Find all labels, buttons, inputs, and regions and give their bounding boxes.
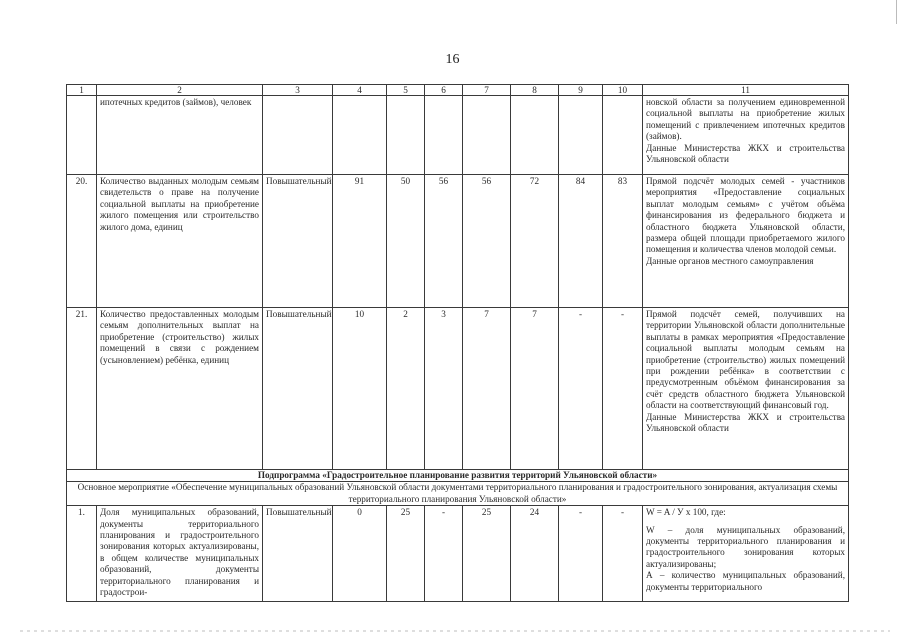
value-cell: 3 [425,308,463,470]
value-cell: 25 [387,506,425,602]
value-cell: 0 [333,506,387,602]
value-cell: 10 [333,308,387,470]
main-event-title: Основное мероприятие «Обеспечение муниципальных образований Ульяновской области документами территориального планирования и градостроительного зонирования, актуализация схемы территориального планирования Ульяновской области» [67,482,849,506]
indicator-name: ипотечных кредитов (займов), человек [97,96,263,175]
note-paragraph: новской области за получением единовременной социальной выплаты на приобретение жилых помещений с привлечением ипотечных кредитов (займов). [646,97,845,142]
scan-edge-mark [896,0,897,24]
value-cell: 2 [387,308,425,470]
value-cell [387,96,425,175]
value-cell: - [425,506,463,602]
column-number: 1 [67,85,97,96]
method-note [643,506,849,602]
column-number: 2 [97,85,263,96]
method-note [643,175,849,308]
column-number: 7 [463,85,511,96]
note-source: Данные Министерства ЖКХ и строительства Ульяновской области [646,411,845,434]
subprogram-row [67,470,849,482]
column-number: 9 [559,85,603,96]
value-cell: 25 [463,506,511,602]
column-number: 5 [387,85,425,96]
note-paragraph: Прямой подсчёт семей, получивших на территории Ульяновской области дополнительные выплаты в рамках мероприятия «Предоставление социальной выплаты молодым семьям на приобретение (строительство) жилых помещений при рождении ребёнка» в соответствии с предусмотренным объёмом финансирования за счёт средств областного бюджета Ульяновской области на соответствующий финансовый год. [646,309,845,411]
method-note [643,308,849,470]
value-cell: 83 [603,175,643,308]
value-cell: 84 [559,175,603,308]
indicator-type: Повышательный [263,175,333,308]
value-cell: 91 [333,175,387,308]
table-row-continued [67,96,849,175]
main-event-row [67,482,849,506]
table-row-1 [67,506,849,602]
indicator-name: Количество предоставленных молодым семьям дополнительных выплат на приобретение (строительство) жилых помещений в связи с рождением (усыновлением) ребёнка, единиц [97,308,263,470]
value-cell: 56 [425,175,463,308]
value-cell: - [559,308,603,470]
row-number: 21. [67,308,97,470]
note-paragraph: Прямой подсчёт молодых семей - участников мероприятия «Предоставление социальных выплат молодым семьям» с учётом объёма финансирования из федерального бюджета и областного бюджета Ульяновской области, размера общей площади приобретаемого жилого помещения и количества членов молодой семьи. [646,176,845,255]
column-number: 8 [511,85,559,96]
column-number: 4 [333,85,387,96]
value-cell: - [603,308,643,470]
value-cell: 56 [463,175,511,308]
page-number: 16 [445,52,460,67]
indicators-table [66,84,849,602]
indicator-name: Доля муниципальных образований, документы территориального планирования и градостроительного зонирования которых актуализированы, в общем количестве муниципальных образований, документы территориального планирования и градострои- [97,506,263,602]
value-cell: 72 [511,175,559,308]
method-note [643,96,849,175]
formula: W = A / У x 100, где: [646,507,726,518]
value-cell [603,96,643,175]
value-cell: 7 [463,308,511,470]
column-number-row [67,85,849,96]
value-cell [425,96,463,175]
row-number: 20. [67,175,97,308]
column-number: 11 [643,85,849,96]
column-number: 6 [425,85,463,96]
note-source: Данные органов местного самоуправления [646,255,814,266]
table-row-21 [67,308,849,470]
value-cell [333,96,387,175]
scan-noise [20,630,890,632]
value-cell: 7 [511,308,559,470]
row-number [67,96,97,175]
indicator-type: Повышательный [263,308,333,470]
note-paragraph: W – доля муниципальных образований, документы территориального планирования и градостроительного зонирования которых актуализированы; [646,524,845,569]
value-cell [463,96,511,175]
subprogram-title: Подпрограмма «Градостроительное планирование развития территорий Ульяновской области» [67,470,849,482]
indicator-type: Повышательный [263,506,333,602]
value-cell [511,96,559,175]
indicator-name: Количество выданных молодым семьям свидетельств о праве на получение социальной выплаты на приобретение жилого помещения или строительство жилого дома, единиц [97,175,263,308]
column-number: 10 [603,85,643,96]
indicator-type [263,96,333,175]
value-cell: 24 [511,506,559,602]
table-row-20 [67,175,849,308]
note-paragraph: А – количество муниципальных образований, документы территориального [646,570,845,592]
value-cell: 50 [387,175,425,308]
value-cell [559,96,603,175]
value-cell: - [603,506,643,602]
value-cell: - [559,506,603,602]
row-number: 1. [67,506,97,602]
column-number: 3 [263,85,333,96]
note-source: Данные Министерства ЖКХ и строительства Ульяновской области [646,142,845,165]
